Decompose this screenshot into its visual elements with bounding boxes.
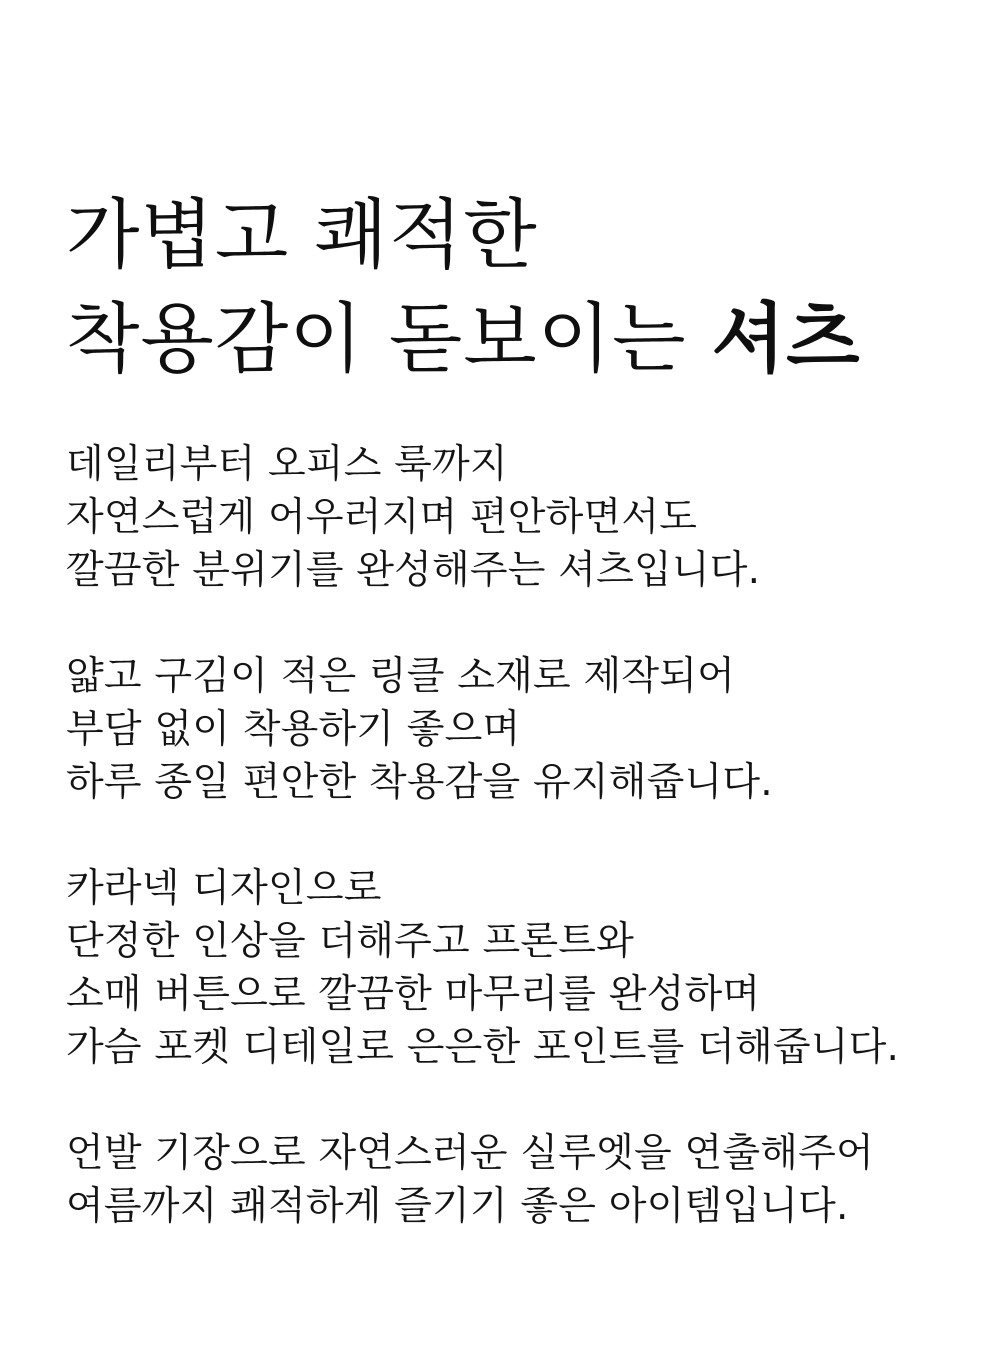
- headline-line-2-prefix: 착용감이 돋보이는: [66, 293, 712, 383]
- headline-line-1: 가볍고 쾌적한: [66, 189, 538, 279]
- paragraph-wrinkle-fabric: [66, 650, 976, 809]
- paragraph-line: 얇고 구김이 적은 링클 소재로 제작되어: [66, 654, 735, 699]
- paragraph-line: 언발 기장으로 자연스러운 실루엣을 연출해주어: [66, 1131, 874, 1176]
- paragraph-line: 가슴 포켓 디테일로 은은한 포인트를 더해줍니다.: [66, 1025, 900, 1070]
- paragraph-daily-office: [66, 438, 976, 597]
- paragraph-line: 데일리부터 오피스 룩까지: [66, 442, 508, 487]
- paragraph-line: 깔끔한 분위기를 완성해주는 셔츠입니다.: [66, 548, 761, 593]
- paragraph-line: 여름까지 쾌적하게 즐기기 좋은 아이템입니다.: [66, 1184, 849, 1229]
- headline-line-2: [66, 287, 966, 391]
- paragraph-line: 부담 없이 착용하기 좋으며: [66, 707, 521, 752]
- paragraph-line: 하루 종일 편안한 착용감을 유지해줍니다.: [66, 760, 773, 805]
- body-copy: [66, 438, 976, 1286]
- paragraph-line: 카라넥 디자인으로: [66, 866, 382, 911]
- headline-accent-word: 셔츠: [711, 293, 861, 383]
- paragraph-collar-design: [66, 862, 976, 1074]
- paragraph-line: 소매 버튼으로 깔끔한 마무리를 완성하며: [66, 972, 761, 1017]
- paragraph-line: 단정한 인상을 더해주고 프론트와: [66, 919, 635, 964]
- paragraph-unbalanced-length: [66, 1127, 976, 1233]
- headline: [66, 183, 966, 391]
- paragraph-line: 자연스럽게 어우러지며 편안하면서도: [66, 495, 698, 540]
